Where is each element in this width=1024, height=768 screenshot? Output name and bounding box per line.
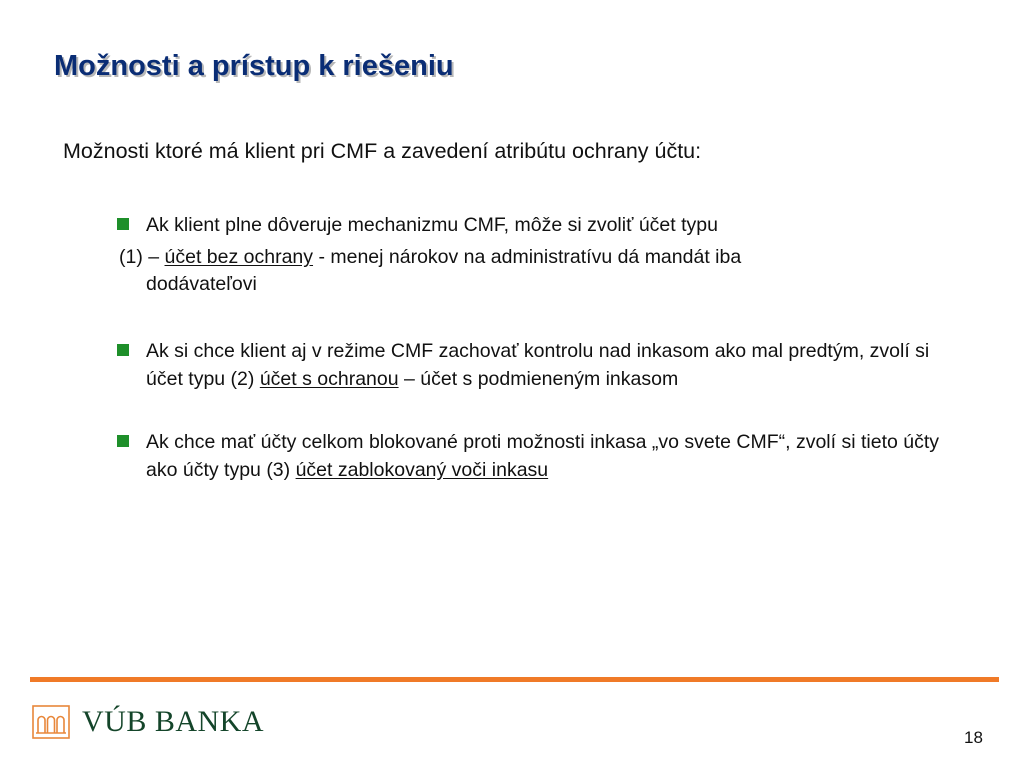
bullet-3-underlined-term: účet zablokovaný voči inkasu xyxy=(295,459,549,481)
bullet-1-text: Ak klient plne dôveruje mechanizmu CMF, môže si zvoliť účet typu xyxy=(146,214,718,236)
sub-item-1 xyxy=(119,244,919,298)
bullet-2-suffix: – účet s podmieneným inkasom xyxy=(398,368,679,390)
green-square-bullet-icon xyxy=(117,218,129,230)
slide-title: Možnosti a prístup k riešeniu xyxy=(54,50,454,82)
footer-divider xyxy=(30,677,999,682)
intro-text: Možnosti ktoré má klient pri CMF a zavedení atribútu ochrany účtu: xyxy=(63,139,702,163)
sub-1-suffix: - menej nárokov na administratívu dá mandát iba xyxy=(313,246,742,268)
bullet-2-text: Ak si chce klient aj v režime CMF zachovať kontrolu nad inkasom ako mal predtým, zvolí si účet typu (2) xyxy=(146,340,930,390)
sub-1-underlined-term: účet bez ochrany xyxy=(164,246,314,268)
vub-arches-logo-icon xyxy=(32,705,70,739)
green-square-bullet-icon xyxy=(117,344,129,356)
sub-1-prefix: (1) – xyxy=(119,246,165,268)
bullet-3-text: Ak chce mať účty celkom blokované proti možnosti inkasa „vo svete CMF“, zvolí si tieto účty ako účty typu (3) xyxy=(146,431,940,481)
bullet-item-1 xyxy=(146,211,966,239)
green-square-bullet-icon xyxy=(117,435,129,447)
bullet-2-underlined-term: účet s ochranou xyxy=(259,368,399,390)
vub-banka-logo xyxy=(32,705,264,739)
bullet-item-2 xyxy=(146,337,966,393)
sub-1-continuation: dodávateľovi xyxy=(146,273,257,295)
page-number: 18 xyxy=(964,728,983,747)
bullet-item-3 xyxy=(146,428,966,484)
logo-wordmark: VÚB BANKA xyxy=(82,705,265,738)
